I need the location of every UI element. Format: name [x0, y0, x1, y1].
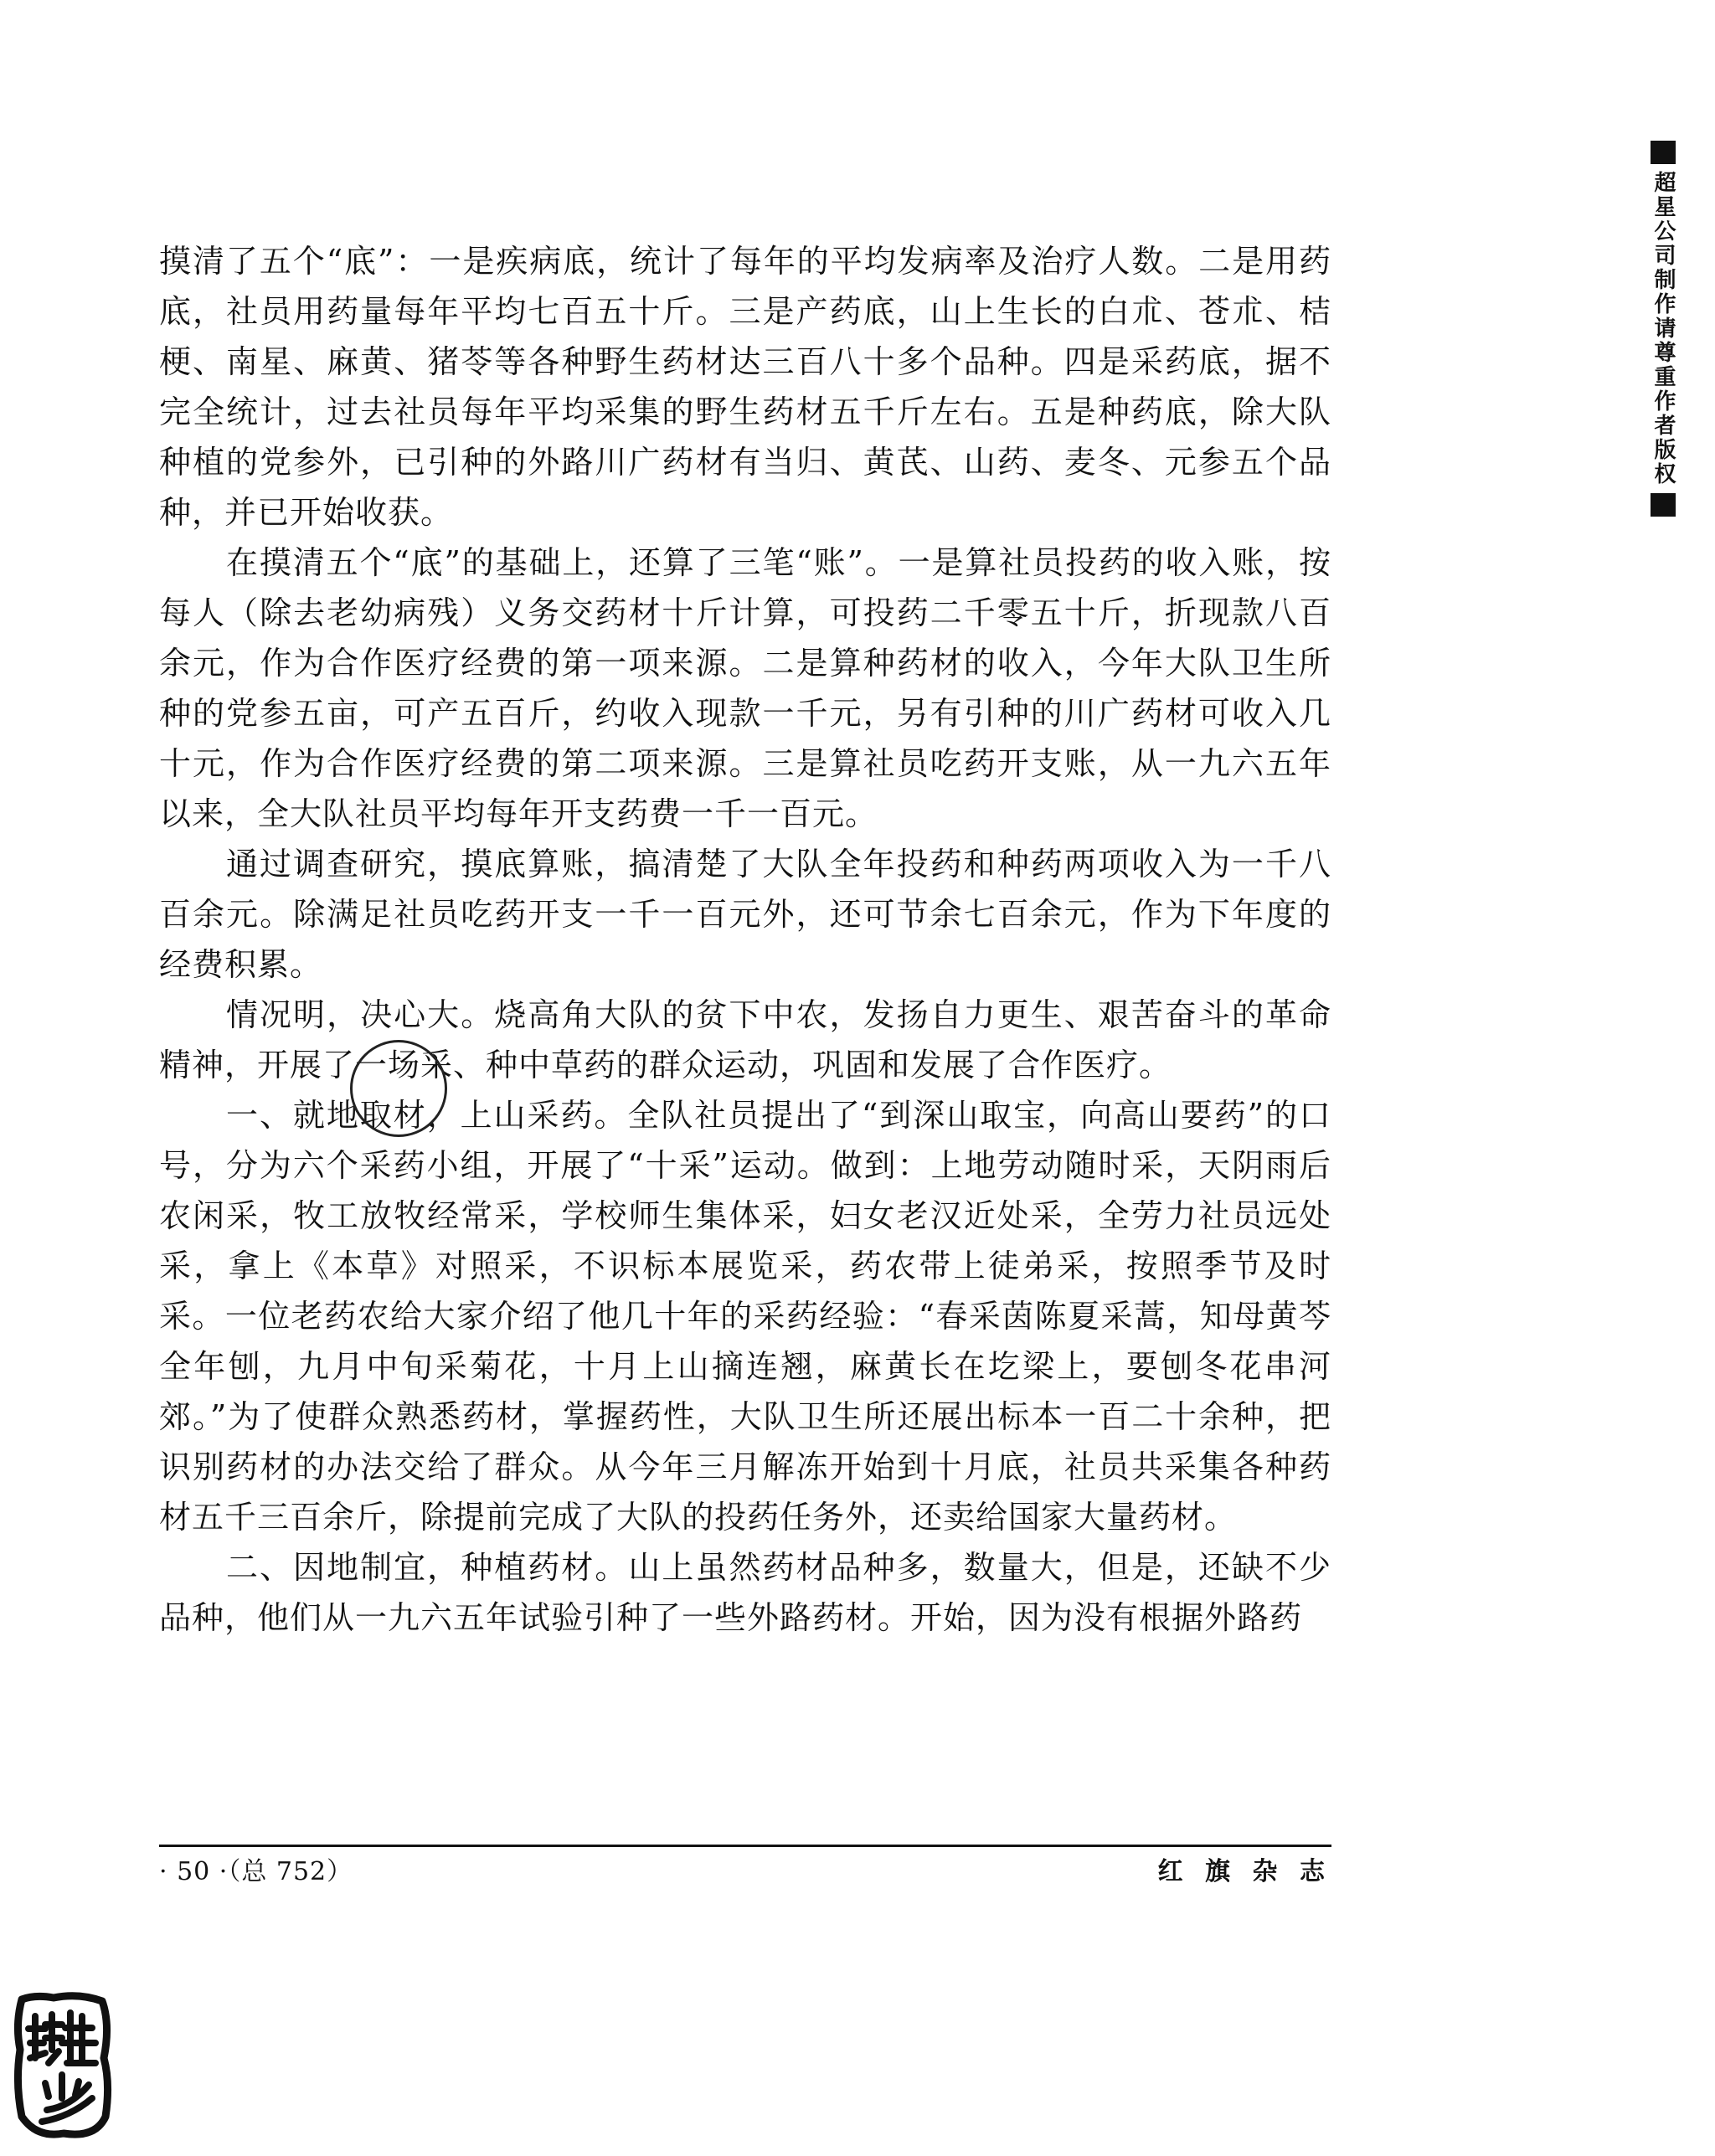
seal-stamp-icon [12, 1991, 112, 2142]
side-bar-bottom [1651, 493, 1676, 517]
paragraph-determination: 情况明，决心大。烧高角大队的贫下中农，发扬自力更生、艰苦奋斗的革命精神，开展了一场采、种中草药的群众运动，巩固和发展了合作医疗。 [159, 996, 1331, 1083]
paragraph-three-accounts: 在摸清五个“底”的基础上，还算了三笔“账”。一是算社员投药的收入账，按每人（除去老幼病残）义务交药材十斤计算，可投药二千零五十斤，折现款八百余元，作为合作医疗经费的第一项来源。二是算种药材的收入，今年大队卫生所种的党参五亩，可产五百斤，约收入现款一千元，另有引种的川广药材可收入几十元，作为合作医疗经费的第二项来源。三是算社员吃药开支账，从一九六五年以来，全大队社员平均每年开支药费一千一百元。 [159, 544, 1331, 832]
circle-mark [350, 1040, 447, 1137]
article-body [159, 236, 1331, 1643]
paragraph-five-bottoms: 摸清了五个“底”：一是疾病底，统计了每年的平均发病率及治疗人数。二是用药底，社员用药量每年平均七百五十斤。三是产药底，山上生长的白朮、苍朮、桔梗、南星、麻黄、猪苓等各种野生药材达三百八十多个品种。四是采药底，据不完全统计，过去社员每年平均采集的野生药材五千斤左右。五是种药底，除大队种植的党参外，已引种的外路川广药材有当归、黄芪、山药、麦冬、元参五个品种，并已开始收获。 [159, 243, 1331, 531]
paragraph-survey-result: 通过调查研究，摸底算账，搞清楚了大队全年投药和种药两项收入为一千八百余元。除满足社员吃药开支一千一百元外，还可节余七百余元，作为下年度的经费积累。 [159, 846, 1331, 983]
journal-name: 红 旗 杂 志 [1157, 1857, 1331, 1886]
side-bar-top [1651, 141, 1676, 164]
copyright-side-note [1648, 141, 1678, 517]
footer-divider [159, 1845, 1331, 1847]
side-note-text: 超星公司制作请尊重作者版权 [1651, 171, 1676, 486]
paragraph-collect-herbs: 一、就地取材，上山采药。全队社员提出了“到深山取宝，向高山要药”的口号，分为六个采药小组，开展了“十采”运动。做到：上地劳动随时采，天阴雨后农闲采，牧工放牧经常采，学校师生集体采，妇女老汉近处采，全劳力社员远处采，拿上《本草》对照采，不识标本展览采，药农带上徒弟采，按照季节及时采。一位老药农给大家介绍了他几十年的采药经验：“春采茵陈夏采蒿，知母黄芩全年刨，九月中旬采菊花，十月上山摘连翘，麻黄长在圪梁上，要刨冬花串河郊。”为了使群众熟悉药材，掌握药性，大队卫生所还展出标本一百二十余种，把识别药材的办法交给了群众。从今年三月解冻开始到十月底，社员共采集各种药材五千三百余斤，除提前完成了大队的投药任务外，还卖给国家大量药材。 [159, 1097, 1331, 1536]
page-number: · 50 ·（总 752） [159, 1857, 353, 1886]
paragraph-plant-herbs: 二、因地制宜，种植药材。山上虽然药材品种多，数量大，但是，还缺不少品种，他们从一九六五年试验引种了一些外路药材。开始，因为没有根据外路药 [159, 1549, 1331, 1636]
